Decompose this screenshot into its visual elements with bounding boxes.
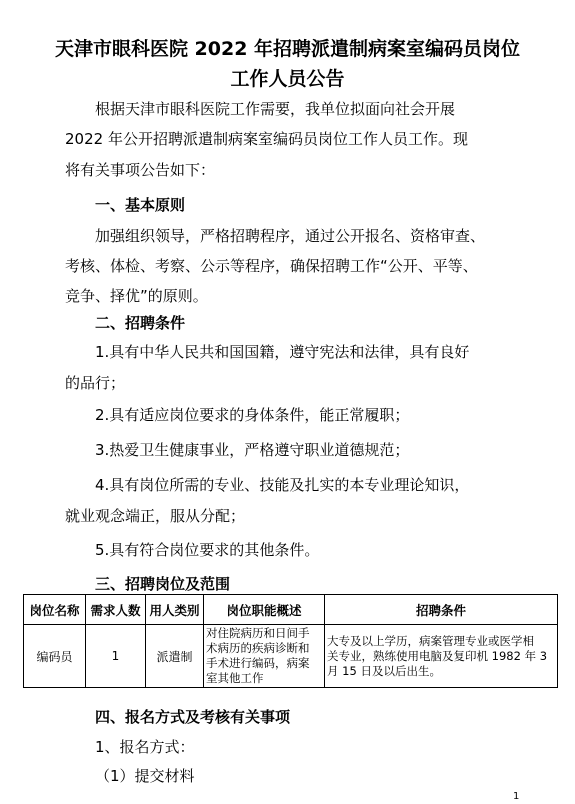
requirements-line: 大专及以上学历，病案管理专业或医学相 bbox=[327, 633, 534, 648]
table-header-cell: 岗位名称 bbox=[24, 595, 86, 625]
position-name-cell: 编码员 bbox=[24, 625, 86, 688]
duties-line: 室其他工作 bbox=[206, 671, 264, 685]
section-1-line-1: 加强组织领导，严格招聘程序，通过公开报名、资格审查、 bbox=[95, 227, 486, 245]
section-2-line-6: 就业观念端正，服从分配； bbox=[65, 507, 246, 525]
duties-line: 术病历的疾病诊断和 bbox=[206, 641, 310, 655]
headcount-cell: 1 bbox=[86, 625, 146, 688]
intro-line-2: 2022 年公开招聘派遣制病案室编码员岗位工作人员工作。现 bbox=[65, 130, 468, 148]
table-header-row bbox=[24, 595, 558, 625]
section-1-line-2: 考核、体检、考察、公示等程序，确保招聘工作“公开、平等、 bbox=[65, 257, 478, 275]
section-3-heading: 三、招聘岗位及范围 bbox=[95, 575, 231, 593]
job-positions-table bbox=[23, 594, 558, 688]
section-2-line-3: 2.具有适应岗位要求的身体条件，能正常履职； bbox=[95, 406, 410, 424]
table-header-cell: 用人类别 bbox=[146, 595, 204, 625]
duties-line: 对住院病历和日间手 bbox=[206, 626, 310, 640]
page-number: 1 bbox=[513, 791, 520, 802]
section-2-line-1: 1.具有中华人民共和国国籍，遵守宪法和法律，具有良好 bbox=[95, 343, 470, 361]
table-header-cell: 需求人数 bbox=[86, 595, 146, 625]
intro-line-3: 将有关事项公告如下： bbox=[65, 161, 216, 179]
section-2-line-4: 3.热爱卫生健康事业，严格遵守职业道德规范； bbox=[95, 441, 410, 459]
duties-cell bbox=[204, 625, 325, 688]
section-4-heading: 四、报名方式及考核有关事项 bbox=[95, 708, 291, 726]
table-header-cell: 岗位职能概述 bbox=[204, 595, 325, 625]
requirements-line: 关专业，熟练使用电脑及复印机 1982 年 3 bbox=[327, 648, 548, 663]
document-title-line-2: 工作人员公告 bbox=[230, 68, 345, 90]
document-title-line-1: 天津市眼科医院 2022 年招聘派遣制病案室编码员岗位 bbox=[54, 38, 521, 60]
section-2-heading: 二、招聘条件 bbox=[95, 314, 186, 332]
requirements-line: 月 15 日及以后出生。 bbox=[327, 663, 441, 678]
intro-line-1: 根据天津市眼科医院工作需要，我单位拟面向社会开展 bbox=[95, 100, 456, 118]
table-row bbox=[24, 625, 558, 688]
requirements-cell bbox=[325, 625, 558, 688]
section-4-line-1: 1、报名方式： bbox=[95, 738, 195, 756]
section-2-line-7: 5.具有符合岗位要求的其他条件。 bbox=[95, 541, 320, 559]
section-1-line-3: 竞争、择优”的原则。 bbox=[65, 287, 208, 305]
duties-line: 手术进行编码，病案 bbox=[206, 656, 310, 670]
section-2-line-2: 的品行； bbox=[65, 374, 126, 392]
section-2-line-5: 4.具有岗位所需的专业、技能及扎实的本专业理论知识， bbox=[95, 476, 470, 494]
table-header-cell: 招聘条件 bbox=[325, 595, 558, 625]
section-4-line-2: （1）提交材料 bbox=[95, 767, 195, 785]
section-1-heading: 一、基本原则 bbox=[95, 196, 186, 214]
employment-type-cell: 派遣制 bbox=[146, 625, 204, 688]
